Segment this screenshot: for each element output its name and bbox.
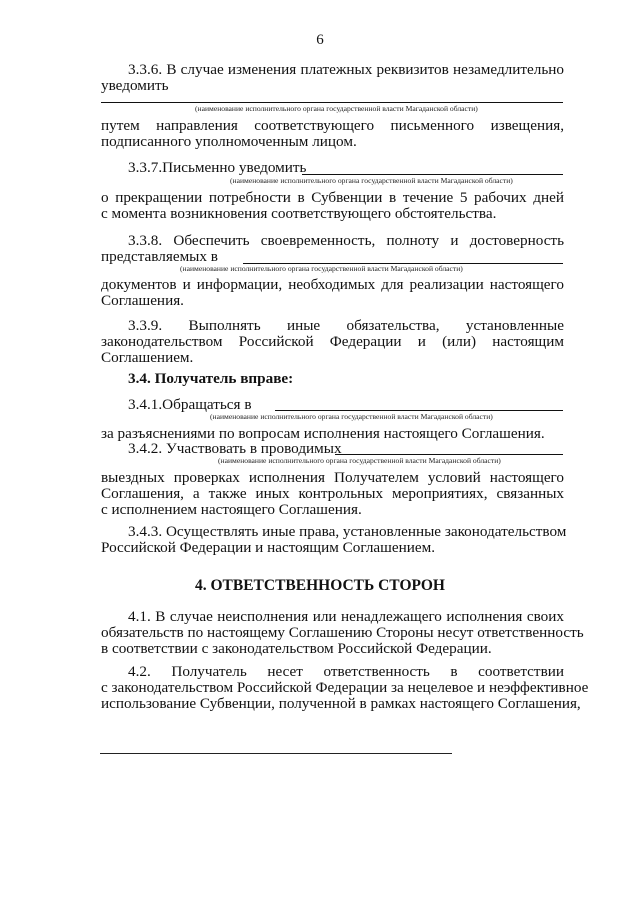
p341-line-1: 3.4.1.Обращаться в xyxy=(128,396,252,413)
p338-line-1: 3.3.8. Обеспечить своевременность, полноту и достоверность xyxy=(128,232,564,249)
p336-line-3: путем направления соответствующего письменного извещения, xyxy=(101,117,564,134)
p42-line-3: использование Субвенции, полученной в рамках настоящего Соглашения, xyxy=(101,695,581,712)
p337-line-1: 3.3.7.Письменно уведомить xyxy=(128,159,307,176)
blank-line-336 xyxy=(101,102,563,103)
p42-line-2: с законодательством Российской Федерации за нецелевое и неэффективное xyxy=(101,679,589,696)
p337-line-3: с момента возникновения соответствующего обстоятельства. xyxy=(101,205,497,222)
section-4-heading: 4. ОТВЕТСТВЕННОСТЬ СТОРОН xyxy=(194,577,445,594)
p339-line-2: законодательством Российской Федерации и (или) настоящим xyxy=(101,333,564,350)
page-number: 6 xyxy=(316,32,324,48)
p342-caption: (наименование исполнительного органа государственной власти Магаданской области) xyxy=(218,456,501,465)
p342-line-1: 3.4.2. Участвовать в проводимых xyxy=(128,440,342,457)
p339-line-3: Соглашением. xyxy=(101,349,194,366)
p341-caption: (наименование исполнительного органа государственной власти Магаданской области) xyxy=(210,412,493,421)
p342-line-4: с исполнением настоящего Соглашения. xyxy=(101,501,362,518)
p41-line-1: 4.1. В случае неисполнения или ненадлежащего исполнения своих xyxy=(128,608,564,625)
footer-rule xyxy=(100,753,452,754)
p336-line-4: подписанного уполномоченным лицом. xyxy=(101,133,357,150)
p341-line-2: за разъяснениями по вопросам исполнения настоящего Соглашения. xyxy=(101,425,545,442)
p338-line-2: представляемых в xyxy=(101,248,218,265)
p343-line-2: Российской Федерации и настоящим Соглашением. xyxy=(101,539,435,556)
blank-line-342 xyxy=(335,454,563,455)
p336-caption: (наименование исполнительного органа государственной власти Магаданской области) xyxy=(195,104,478,113)
p41-line-3: в соответствии с законодательством Российской Федерации. xyxy=(101,640,492,657)
p338-line-3: документов и информации, необходимых для реализации настоящего xyxy=(101,276,564,293)
p338-caption: (наименование исполнительного органа государственной власти Магаданской области) xyxy=(180,264,463,273)
p336-line-1: 3.3.6. В случае изменения платежных реквизитов незамедлительно xyxy=(128,61,564,78)
p337-line-2: о прекращении потребности в Субвенции в течение 5 рабочих дней xyxy=(101,189,564,206)
p342-line-3: Соглашения, а также иных контрольных мероприятиях, связанных xyxy=(101,485,564,502)
blank-line-337 xyxy=(302,174,563,175)
p338-line-4: Соглашения. xyxy=(101,292,184,309)
section-3-4-heading: 3.4. Получатель вправе: xyxy=(128,370,294,387)
p343-line-1: 3.4.3. Осуществлять иные права, установленные законодательством xyxy=(128,523,567,540)
p41-line-2: обязательств по настоящему Соглашению Стороны несут ответственность xyxy=(101,624,584,641)
p342-line-2: выездных проверках исполнения Получателем условий настоящего xyxy=(101,469,564,486)
p336-line-2: уведомить xyxy=(101,77,169,94)
p339-line-1: 3.3.9. Выполнять иные обязательства, установленные xyxy=(128,317,564,334)
p337-caption: (наименование исполнительного органа государственной власти Магаданской области) xyxy=(230,176,513,185)
blank-line-341 xyxy=(275,410,563,411)
p42-line-1: 4.2. Получатель несет ответственность в соответствии xyxy=(128,663,564,680)
